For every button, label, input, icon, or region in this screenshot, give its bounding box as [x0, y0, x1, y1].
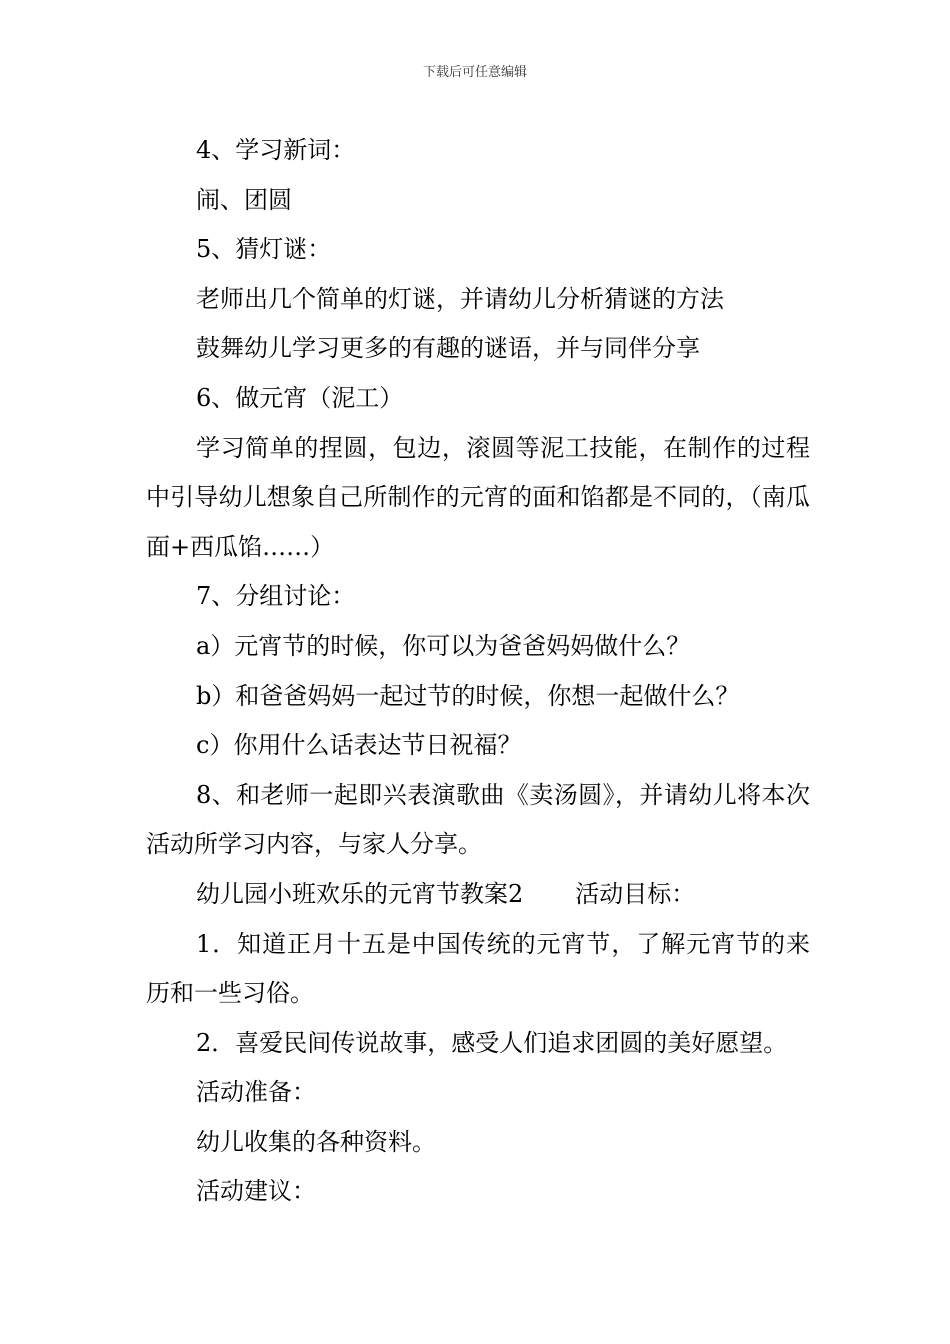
discussion-b: b）和爸爸妈妈一起过节的时候，你想一起做什么？ [196, 681, 740, 710]
page-header: 下载后可任意编辑 [422, 65, 527, 80]
step-5-heading: 5、猜灯谜： [196, 235, 332, 264]
step-6-heading: 6、做元宵（泥工） [196, 383, 404, 412]
document-body [146, 126, 810, 1217]
preparation-content: 幼儿收集的各种资料。 [196, 1127, 436, 1156]
step-7-heading: 7、分组讨论： [196, 582, 356, 611]
preparation-heading: 活动准备： [196, 1078, 316, 1107]
step-8-paragraph: 8、和老师一起即兴表演歌曲《卖汤圆》，并请幼儿将本次活动所学习内容，与家人分享。 [146, 780, 810, 859]
step-4-heading: 4、学习新词： [196, 136, 356, 164]
objective-1: 1．知道正月十五是中国传统的元宵节，了解元宵节的来历和一些习俗。 [146, 929, 810, 1008]
discussion-a: a）元宵节的时候，你可以为爸爸妈妈做什么？ [196, 631, 691, 660]
objective-2: 2．喜爱民间传说故事，感受人们追求团圆的美好愿望。 [196, 1028, 788, 1057]
lesson-2-title-line [146, 870, 810, 920]
riddle-encouragement: 鼓舞幼儿学习更多的有趣的谜语，并与同伴分享 [196, 334, 700, 363]
lesson-2-title: 幼儿园小班欢乐的元宵节教案2 [196, 879, 524, 908]
objectives-heading: 活动目标： [575, 879, 696, 908]
clay-activity-paragraph: 学习简单的捏圆，包边，滚圆等泥工技能，在制作的过程中引导幼儿想象自己所制作的元宵的面和馅都是不同的，（南瓜面+西瓜馅……） [146, 433, 810, 561]
discussion-c: c）你用什么话表达节日祝福？ [196, 731, 522, 760]
riddle-instruction: 老师出几个简单的灯谜，并请幼儿分析猜谜的方法 [196, 284, 724, 313]
suggestions-heading: 活动建议： [196, 1177, 316, 1206]
new-words: 闹、团圆 [196, 185, 292, 214]
